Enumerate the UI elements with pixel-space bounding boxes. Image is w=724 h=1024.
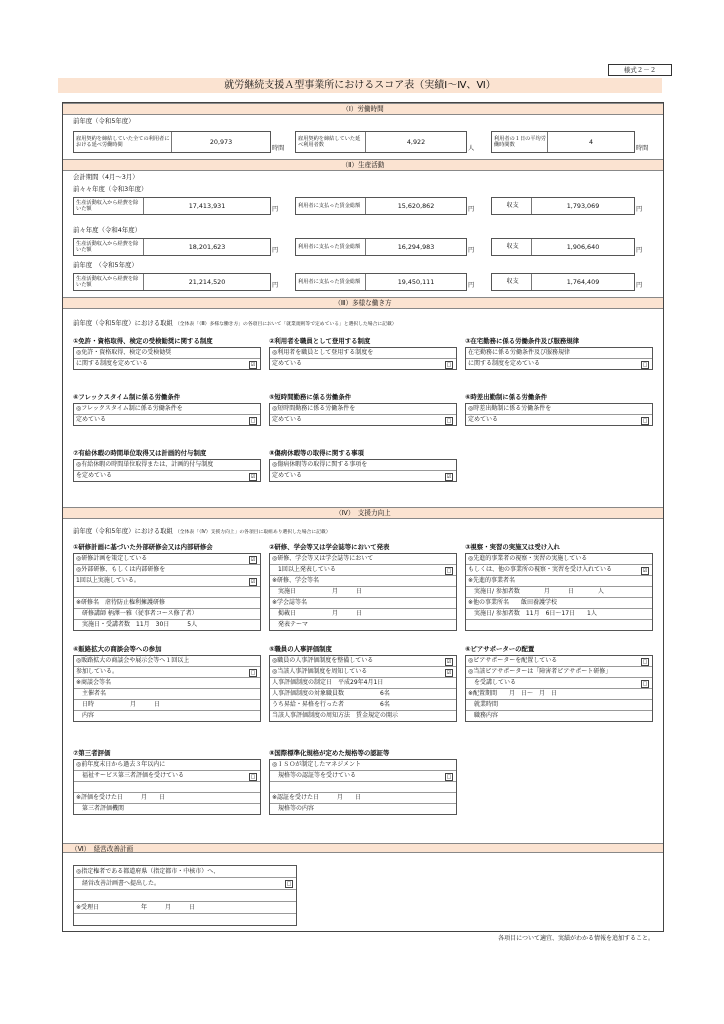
support-item-line-text: 参加している。 [76, 668, 119, 675]
net-income-label: 生産活動収入から経費を除いた額 [74, 274, 144, 290]
support-item-line-text: ※認証を受けた日 月 日 [272, 794, 362, 801]
total-users-box [295, 131, 467, 153]
support-item-line-text: 主催者名 [76, 690, 107, 697]
support-item-line-text: 研修講師 柄澤一雅（従事者コース修了者） [76, 610, 198, 617]
support-item-box [465, 553, 653, 631]
work-style-item-title: ④フレックスタイム制に係る労働条件 [73, 393, 181, 401]
support-item-line [74, 565, 260, 576]
support-item-line-text: を受講している [468, 679, 517, 686]
avg-hours-value: 4 [588, 138, 594, 146]
checkbox[interactable]: ☑ [446, 670, 452, 676]
checkbox[interactable]: □ [642, 659, 648, 665]
item-line: ◎免許・資格取得、検定の受検勧奨 [74, 348, 260, 359]
section-6-header: （Ⅵ） 経営改善計画 [63, 843, 663, 853]
checkbox[interactable]: □ [250, 774, 256, 780]
work-style-item-box [73, 347, 261, 370]
support-item-line [74, 667, 260, 678]
work-style-item-box [465, 403, 653, 426]
wages-total-label: 利用者に支払った賃金総額 [296, 239, 366, 255]
checkbox[interactable]: □ [642, 681, 648, 687]
section-4-intro-text: 前年度（令和5年度）における取組 [73, 527, 173, 535]
support-item-line [270, 620, 456, 630]
checkbox[interactable]: □ [446, 418, 452, 424]
support-item-line [466, 565, 652, 576]
support-item-line-text: 人事評価制度の対象職員数 6名 [272, 690, 390, 697]
support-item-line [466, 700, 652, 711]
support-item-line-text: 人事評価制度の制定日 平成29年4月1日 [272, 679, 384, 686]
support-item-line-text: 掲載日 月 日 [272, 610, 363, 617]
avg-hours-unit: 時間 [636, 145, 649, 152]
support-item-line [270, 793, 456, 804]
support-item-box [269, 553, 457, 631]
section-1-year: 前年度（令和5年度） [73, 117, 135, 125]
support-item-line-text: 実施日・受講者数 11月 30日 5人 [76, 621, 198, 628]
item-line-text: に関する制度を定めている [76, 360, 149, 367]
plan-line [74, 902, 296, 914]
checkbox[interactable]: □ [250, 670, 256, 676]
support-item-box [269, 655, 457, 722]
support-item-line [270, 771, 456, 782]
support-item-line [270, 565, 456, 576]
item-line-text: 定めている [272, 472, 303, 479]
net-income-label: 生産活動収入から経費を除いた額 [74, 239, 144, 255]
support-item-line [74, 609, 260, 620]
checkbox[interactable]: □ [250, 418, 256, 424]
balance-box [491, 238, 635, 256]
support-item-line-text: ※研修名 虐待防止権利擁護研修 [76, 599, 166, 606]
support-item-line [74, 700, 260, 711]
support-item-line [74, 804, 260, 814]
support-item-line-text: 第三者評価機関 [76, 805, 125, 812]
work-style-item-box [269, 459, 457, 482]
plan-line-text: 経営改善計画書へ提出した。 [76, 880, 161, 887]
support-item-line-text: 職務内容 [468, 712, 499, 719]
page-title: 就労継続支援Ａ型事業所におけるスコア表（実績Ⅰ～Ⅳ、Ⅵ） [58, 78, 662, 93]
support-item-line [466, 667, 652, 678]
checkbox[interactable]: □ [642, 418, 648, 424]
support-item-line-text: 福祉サービス第三者評価を受けている [76, 772, 185, 779]
item-line: ◎利用者を職員として登用する制度を [270, 348, 456, 359]
support-item-line [74, 782, 260, 793]
form-number: 様式２－２ [608, 64, 672, 76]
checkbox[interactable]: ☑ [250, 474, 256, 480]
support-item-line [466, 656, 652, 667]
item-line: ◎フレックスタイム制に係る労働条件を [74, 404, 260, 415]
balance-value: 1,764,409 [566, 278, 600, 286]
wages-total-unit: 円 [468, 206, 475, 213]
wages-total-label: 利用者に支払った賃金総額 [296, 274, 366, 290]
support-item-line-text: ※学会誌等名 [272, 599, 308, 606]
net-income-unit: 円 [272, 206, 279, 213]
support-item-box [73, 655, 261, 722]
management-plan-box [73, 865, 297, 926]
item-line-with-check [74, 359, 260, 369]
checkbox[interactable]: □ [642, 362, 648, 368]
checkbox[interactable]: □ [446, 568, 452, 574]
section-3-header: （Ⅲ）多様な働き方 [63, 297, 663, 309]
support-item-line-text: ◎研修計画を策定している [76, 555, 148, 562]
checkbox[interactable]: ☑ [446, 659, 452, 665]
support-item-line [466, 711, 652, 721]
support-item-line-text: もしくは、他の事業所の視察・実習を受け入れている [468, 566, 613, 573]
support-item-line [270, 598, 456, 609]
support-item-line [270, 678, 456, 689]
balance-unit: 円 [636, 282, 643, 289]
support-item-box [269, 759, 457, 815]
item-line-text: 定めている [272, 360, 303, 367]
support-item-line-text: ◎ＩＳＯが制定したマネジメント [272, 761, 362, 768]
wages-total-value: 16,294,983 [397, 243, 435, 251]
plan-line-text: ※受理日 年 月 日 [76, 904, 196, 911]
support-item-line-text: ※他の事業所名 飯田養護学校 [468, 599, 558, 606]
work-style-item-box [73, 459, 261, 482]
support-item-line [74, 576, 260, 587]
total-work-hours-box [73, 131, 271, 153]
footer-note: 各項目について適宜、実績がわかる情報を追加すること。 [498, 935, 654, 942]
work-style-item-box [465, 347, 653, 370]
balance-value: 1,906,640 [566, 243, 600, 251]
support-item-line [466, 689, 652, 700]
checkbox[interactable]: □ [446, 362, 452, 368]
support-item-line [74, 678, 260, 689]
support-item-line [270, 656, 456, 667]
fiscal-year-label: 前々々年度（令和3年度） [73, 185, 148, 193]
total-work-hours-label: 雇用契約を締結していた全ての利用者における延べ労働時間 [74, 132, 172, 152]
balance-unit: 円 [636, 247, 643, 254]
checkbox[interactable]: ☑ [250, 579, 256, 585]
support-item-line-text: 規格等の内容 [272, 805, 315, 812]
section-4-intro-note: （全体表「（Ⅳ）支援力向上」の各項目に取組あり選択した場合に記載） [174, 530, 331, 535]
support-item-title: ①研修計画に基づいた外部研修会又は内部研修会 [73, 543, 213, 551]
work-style-item-title: ⑦有給休暇の時間単位取得又は計画的付与制度 [73, 449, 207, 457]
avg-hours-label: 利用者の１日の平均労働時間数 [492, 132, 548, 152]
balance-label: 収支 [492, 198, 532, 214]
support-item-line [74, 760, 260, 771]
support-item-title: ④販路拡大の商談会等への参加 [73, 645, 162, 653]
net-income-box [73, 273, 271, 291]
support-item-line [270, 760, 456, 771]
checkbox[interactable]: ☑ [446, 474, 452, 480]
plan-line [74, 878, 296, 890]
support-item-line [74, 711, 260, 721]
support-item-line [466, 554, 652, 565]
support-item-line [270, 782, 456, 793]
work-style-item-box [73, 403, 261, 426]
checkbox[interactable]: ☑ [250, 557, 256, 563]
item-line-text: 定めている [272, 416, 303, 423]
support-item-line [270, 804, 456, 814]
support-item-title: ③視察・実習の実施又は受け入れ [465, 543, 560, 551]
checkbox[interactable]: □ [286, 881, 292, 887]
net-income-box [73, 238, 271, 256]
support-item-line-text: ◎前年度末日から過去３年以内に [76, 761, 166, 768]
support-item-line-text: 就業時間 [468, 701, 499, 708]
net-income-value: 21,214,520 [188, 278, 226, 286]
support-item-title: ⑦第三者評価 [73, 749, 111, 757]
wages-total-box [295, 238, 467, 256]
item-line: ◎傷病休暇等の取得に関する事項を [270, 460, 456, 471]
support-item-line [466, 598, 652, 609]
support-item-line [270, 609, 456, 620]
section-3-intro-text: 前年度（令和5年度）における取組 [73, 319, 173, 327]
item-line-with-check [270, 415, 456, 425]
item-line-with-check [270, 471, 456, 481]
support-item-line [270, 700, 456, 711]
section-2-header: （Ⅱ）生産活動 [63, 159, 663, 171]
support-item-line [270, 711, 456, 721]
plan-line [74, 914, 296, 925]
support-item-line-text: ※配置期間 月 日～ 月 日 [468, 690, 558, 697]
section-4-intro [73, 527, 331, 536]
support-item-line-text: 実施日/ 参加者数 月 日 人 [468, 588, 604, 595]
support-item-line-text: ※研修、学会等名 [272, 577, 320, 584]
support-item-line [270, 587, 456, 598]
support-item-line-text: ◎販路拡大の商談会や展示会等へ１回以上 [76, 657, 190, 664]
support-item-line-text: 1回以上実施している。 [76, 577, 140, 584]
support-item-line [466, 620, 652, 630]
total-work-hours-value: 20,973 [209, 138, 233, 146]
item-line-with-check [466, 359, 652, 369]
wages-total-box [295, 273, 467, 291]
plan-line-text: ◎指定権者である都道府県（指定都市・中核市）へ、 [76, 868, 220, 875]
net-income-value: 17,413,931 [188, 202, 226, 210]
wages-total-label: 利用者に支払った賃金総額 [296, 198, 366, 214]
checkbox[interactable]: ☑ [642, 568, 648, 574]
support-item-line [466, 587, 652, 598]
work-style-item-title: ③在宅勤務に係る労働条件及び服務規律 [465, 337, 580, 345]
total-users-value: 4,922 [406, 138, 426, 146]
support-item-line [74, 689, 260, 700]
support-item-line-text: ◎当該人事評価制度を周知している [272, 668, 368, 675]
section-3-intro-note: （全体表「（Ⅲ）多様な働き方」の各項目において「就業規則等で定めている」と選択した場合に記載） [174, 322, 397, 327]
support-item-title: ②研修、学会等又は学会誌等において発表 [269, 543, 390, 551]
work-style-item-title: ①免許・資格取得、検定の受検勧奨に関する制度 [73, 337, 213, 345]
section-3-intro [73, 319, 397, 328]
support-item-line [74, 656, 260, 667]
avg-hours-box [491, 131, 635, 153]
balance-box [491, 273, 635, 291]
support-item-line-text: 当該人事評価制度の周知方法 賃金規定の開示 [272, 712, 399, 719]
support-item-box [73, 759, 261, 815]
item-line-with-check [74, 415, 260, 425]
support-item-line-text: ◎研修、学会等又は学会誌等において [272, 555, 374, 562]
support-item-line-text: ※商談会等名 [76, 679, 112, 686]
wages-total-unit: 円 [468, 282, 475, 289]
support-item-line [270, 689, 456, 700]
item-line-with-check [74, 471, 260, 481]
support-item-line [270, 667, 456, 678]
support-item-line-text: 実施日/ 参加者数 11月 6日～17日 1人 [468, 610, 597, 617]
support-item-line [74, 793, 260, 804]
support-item-title: ⑧国際標準化規格が定めた規格等の認証等 [269, 749, 390, 757]
net-income-box [73, 197, 271, 215]
accounting-period: 会計期間（4月～3月） [73, 173, 139, 181]
item-line-with-check [270, 359, 456, 369]
score-sheet-frame [62, 102, 664, 932]
balance-label: 収支 [492, 239, 532, 255]
support-item-line-text: 日時 月 日 [76, 701, 161, 708]
support-item-line [74, 771, 260, 782]
balance-box [491, 197, 635, 215]
work-style-item-title: ⑥時差出勤制に係る労働条件 [465, 393, 548, 401]
item-line: 在宅勤務に係る労働条件及び服務規律 [466, 348, 652, 359]
wages-total-value: 15,620,862 [397, 202, 435, 210]
balance-unit: 円 [636, 206, 643, 213]
section-4-header: （Ⅳ） 支援力向上 [63, 507, 663, 519]
support-item-line-text: ※先進的事業者名 [468, 577, 516, 584]
support-item-line [466, 678, 652, 689]
work-style-item-box [269, 403, 457, 426]
work-style-item-title: ⑧傷病休暇等の取得に関する事項 [269, 449, 364, 457]
work-style-item-title: ⑤短時間勤務に係る労働条件 [269, 393, 352, 401]
item-line-with-check [466, 415, 652, 425]
wages-total-value: 19,450,111 [397, 278, 435, 286]
net-income-value: 18,201,623 [188, 243, 226, 251]
total-users-label: 雇用契約を締結していた延べ利用者数 [296, 132, 366, 152]
support-item-line-text: ◎職員の人事評価制度を整備している [272, 657, 374, 664]
support-item-line-text: 規格等の認証等を受けている [272, 772, 357, 779]
fiscal-year-label: 前々年度（令和4年度） [73, 226, 141, 234]
support-item-line [74, 620, 260, 630]
support-item-line [74, 587, 260, 598]
support-item-line [74, 554, 260, 565]
support-item-box [465, 655, 653, 722]
support-item-line-text: ◎ピアサポーターを配置している [468, 657, 558, 664]
item-line-text: に関する制度を定めている [468, 360, 541, 367]
support-item-line-text: 実施日 月 日 [272, 588, 363, 595]
support-item-line-text: うち昇給・昇格を行った者 6名 [272, 701, 390, 708]
net-income-unit: 円 [272, 247, 279, 254]
net-income-label: 生産活動収入から経費を除いた額 [74, 198, 144, 214]
support-item-title: ⑤職員の人事評価制度 [269, 645, 332, 653]
support-item-line-text: 内容 [76, 712, 95, 719]
support-item-line-text: ◎外部研修、もしくは内部研修を [76, 566, 166, 573]
work-style-item-box [269, 347, 457, 370]
support-item-line [466, 576, 652, 587]
work-style-item-title: ②利用者を職員として登用する制度 [269, 337, 371, 345]
fiscal-year-label: 前年度 （令和5年度） [73, 261, 138, 269]
section-1-header: （Ⅰ）労働時間 [63, 103, 663, 115]
item-line-text: を定めている [76, 472, 113, 479]
support-item-box [73, 553, 261, 631]
support-item-line-text: ◎先進的事業者の視察・実習の実施している [468, 555, 588, 562]
net-income-unit: 円 [272, 282, 279, 289]
balance-label: 収支 [492, 274, 532, 290]
item-line-text: 定めている [468, 416, 499, 423]
wages-total-unit: 円 [468, 247, 475, 254]
balance-value: 1,793,069 [566, 202, 600, 210]
total-work-hours-unit: 時間 [272, 145, 285, 152]
support-item-line-text: ※評価を受けた日 月 日 [76, 794, 166, 801]
item-line: ◎時差出勤制に係る労働条件を [466, 404, 652, 415]
wages-total-box [295, 197, 467, 215]
support-item-line-text: 発表テーマ [272, 621, 309, 628]
item-line: ◎有給休暇の時間単位取得または、計画的付与制度 [74, 460, 260, 471]
support-item-line-text: 1回以上発表している [272, 566, 336, 573]
total-users-unit: 人 [468, 145, 475, 152]
checkbox[interactable]: ☑ [250, 362, 256, 368]
plan-line [74, 866, 296, 878]
support-item-line [74, 598, 260, 609]
item-line-text: 定めている [76, 416, 107, 423]
item-line: ◎短時間勤務に係る労働条件を [270, 404, 456, 415]
support-item-title: ⑥ピアサポーターの配置 [465, 645, 535, 653]
plan-line [74, 890, 296, 902]
support-item-line [270, 576, 456, 587]
checkbox[interactable]: □ [446, 774, 452, 780]
support-item-line-text: ◎当該ピアサポーターは「障害者ピアサポート研修」 [468, 668, 612, 675]
support-item-line [466, 609, 652, 620]
support-item-line [270, 554, 456, 565]
